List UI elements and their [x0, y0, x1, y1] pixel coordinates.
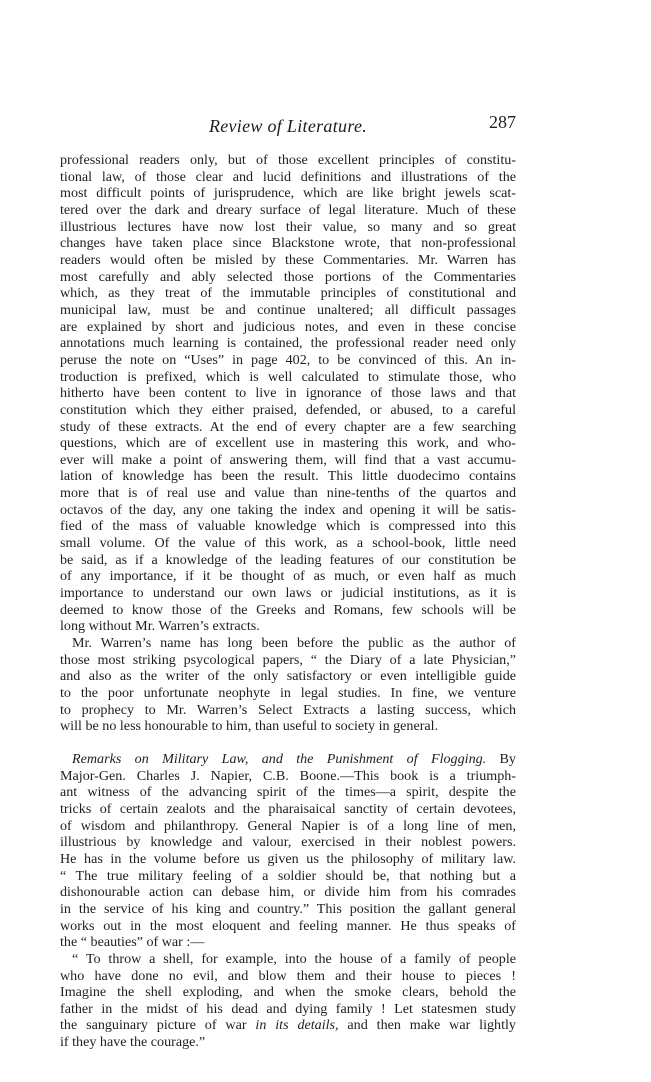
- text-run: are explained by short and judicious notes, and even in these concise: [60, 318, 516, 335]
- italic-text: Remarks on Military Law, and the Punishment of Flogging.: [72, 750, 487, 767]
- text-line: [60, 784, 516, 801]
- text-line: [60, 884, 516, 901]
- text-line: [60, 269, 516, 286]
- paragraph: [60, 635, 516, 735]
- text-run: which, as they treat of the immutable principles of constitutional and: [60, 285, 516, 302]
- text-line: [60, 751, 516, 768]
- text-run: ever will make a point of answering them, will find that a vast accumu-: [60, 451, 516, 468]
- text-run: He has in the volume before us given us the philosophy of military law.: [60, 850, 516, 867]
- text-line: [60, 252, 516, 269]
- paragraph: [60, 951, 516, 1051]
- text-line: [60, 984, 516, 1001]
- text-run: illustrious lectures have now lost their value, so many and so great: [60, 218, 516, 235]
- text-run: most carefully and ably selected those portions of the Commentaries: [60, 268, 516, 285]
- text-line: [60, 452, 516, 469]
- text-run: “ To throw a shell, for example, into the house of a family of people: [72, 950, 516, 967]
- text-line: [60, 618, 516, 635]
- text-run: if they have the courage.”: [60, 1034, 206, 1051]
- text-line: [60, 352, 516, 369]
- text-line: [60, 834, 516, 851]
- text-line: [60, 718, 516, 735]
- text-run: illustrious by knowledge and valour, exercised in their noblest powers.: [60, 834, 516, 851]
- text-line: [60, 468, 516, 485]
- text-line: [60, 169, 516, 186]
- text-run: tional law, of those clear and lucid definitions and illustrations of the: [60, 168, 516, 185]
- text-run: Mr. Warren’s name has long been before the public as the author of: [72, 635, 516, 652]
- text-run: lation of knowledge has been the result. This little duodecimo contains: [60, 468, 516, 485]
- text-run: more that is of real use and value than nine-tenths of the quartos and: [60, 485, 516, 502]
- text-line: [60, 635, 516, 652]
- text-line: [60, 901, 516, 918]
- text-run: , and then make war lightly: [335, 1017, 516, 1034]
- text-run: annotations much learning is contained, the professional reader need only: [60, 335, 516, 352]
- text-run: tricks of certain zealots and the pharaisaical sanctity of certain devotees,: [60, 800, 516, 817]
- text-line: [60, 402, 516, 419]
- text-run: questions, which are of excellent use in mastering this work, and who-: [60, 435, 516, 452]
- text-line: [60, 685, 516, 702]
- text-line: [60, 185, 516, 202]
- text-line: [60, 385, 516, 402]
- text-run: peruse the note on “Uses” in page 402, to be convinced of this. An in-: [60, 351, 516, 368]
- text-run: will be no less honourable to him, than useful to society in general.: [60, 718, 439, 735]
- text-run: small volume. Of the value of this work, as a school-book, little need: [60, 535, 516, 552]
- text-line: [60, 968, 516, 985]
- text-run: long without Mr. Warren’s extracts.: [60, 618, 260, 635]
- text-run: to the poor unfortunate neophyte in legal studies. In fine, we venture: [60, 685, 516, 701]
- text-line: [60, 152, 516, 169]
- text-line: [60, 419, 516, 436]
- text-line: [60, 818, 516, 835]
- text-run: who have done no evil, and blow them and their house to pieces !: [60, 967, 516, 984]
- text-run: Major-Gen. Charles J. Napier, C.B. Boone.—This book is a triumph-: [60, 767, 516, 784]
- text-line: [60, 1001, 516, 1018]
- text-run: professional readers only, but of those excellent principles of constitu-: [60, 152, 516, 168]
- text-run: dishonourable action can debase him, or divide him from his comrades: [60, 884, 516, 901]
- text-line: [60, 235, 516, 252]
- text-run: readers would often be misled by these Commentaries. Mr. Warren has: [60, 251, 516, 268]
- page-number: 287: [489, 112, 516, 132]
- text-run: the “ beauties” of war :—: [60, 934, 205, 951]
- text-run: By: [486, 750, 516, 767]
- text-line: [60, 335, 516, 352]
- text-run: father in the midst of his dead and dying family ! Let statesmen study: [60, 1000, 516, 1017]
- text-line: [60, 552, 516, 569]
- paragraph: [60, 152, 516, 635]
- text-line: [60, 934, 516, 951]
- text-line: [60, 1017, 516, 1034]
- text-line: [60, 652, 516, 669]
- text-run: the sanguinary picture of war: [60, 1017, 256, 1034]
- text-line: [60, 768, 516, 785]
- text-run: and also as the writer of the only satisfactory or even intelligible guide: [60, 668, 516, 685]
- text-line: [60, 602, 516, 619]
- text-line: [60, 585, 516, 602]
- text-line: [60, 369, 516, 386]
- text-line: [60, 485, 516, 502]
- paragraph: [60, 751, 516, 951]
- running-head: Review of Literature.: [208, 116, 368, 136]
- text-line: [60, 285, 516, 302]
- text-run: works out in the most eloquent and feeling manner. He thus speaks of: [60, 917, 516, 934]
- text-line: [60, 868, 516, 885]
- text-line: [60, 801, 516, 818]
- text-line: [60, 302, 516, 319]
- text-run: changes have taken place since Blackstone wrote, that non-professional: [60, 235, 516, 252]
- text-line: [60, 851, 516, 868]
- text-line: [60, 435, 516, 452]
- body-text: [60, 152, 516, 1051]
- text-run: of wisdom and philanthropy. General Napier is of a long line of men,: [60, 817, 516, 834]
- text-run: those most striking psycological papers, “ the Diary of a late Physician,”: [60, 651, 516, 668]
- text-run: of any importance, if it be thought of as much, or even half as much: [60, 568, 516, 585]
- text-line: [60, 568, 516, 585]
- text-run: hitherto have been content to live in ignorance of those laws and that: [60, 385, 516, 402]
- text-line: [60, 518, 516, 535]
- text-run: fied of the mass of valuable knowledge which is compressed into this: [60, 518, 516, 535]
- text-line: [60, 1034, 516, 1051]
- text-run: tered over the dark and dreary surface of legal literature. Much of these: [60, 201, 516, 218]
- text-run: be said, as if a knowledge of the leading features of our constitution be: [60, 551, 516, 568]
- text-run: to prophecy to Mr. Warren’s Select Extracts a lasting success, which: [60, 701, 516, 718]
- text-line: [60, 668, 516, 685]
- text-run: in the service of his king and country.” This position the gallant general: [60, 900, 516, 917]
- text-run: “ The true military feeling of a soldier should be, that nothing but a: [60, 867, 516, 884]
- text-line: [60, 535, 516, 552]
- text-line: [60, 951, 516, 968]
- text-run: troduction is prefixed, which is well calculated to stimulate those, who: [60, 368, 516, 385]
- section-gap: [60, 735, 516, 751]
- text-run: municipal law, must be and continue unaltered; all difficult passages: [60, 301, 516, 318]
- text-line: [60, 702, 516, 719]
- text-run: constitution which they either praised, defended, or abused, to a careful: [60, 401, 516, 418]
- text-line: [60, 918, 516, 935]
- text-line: [60, 202, 516, 219]
- text-run: importance to understand our own laws or judicial institutions, as it is: [60, 585, 516, 602]
- text-line: [60, 219, 516, 236]
- italic-text: in its details: [255, 1017, 336, 1034]
- text-line: [60, 502, 516, 519]
- text-run: ant witness of the advancing spirit of the times—a spirit, despite the: [60, 784, 516, 801]
- text-run: octavos of the day, any one taking the index and opening it will be satis-: [60, 501, 516, 518]
- text-line: [60, 319, 516, 336]
- text-run: Imagine the shell exploding, and when the smoke clears, behold the: [60, 984, 516, 1001]
- text-run: most difficult points of jurisprudence, which are like bright jewels scat-: [60, 185, 516, 202]
- text-run: study of these extracts. At the end of every chapter are a few searching: [60, 418, 516, 435]
- text-run: deemed to know those of the Greeks and Romans, few schools will be: [60, 601, 516, 618]
